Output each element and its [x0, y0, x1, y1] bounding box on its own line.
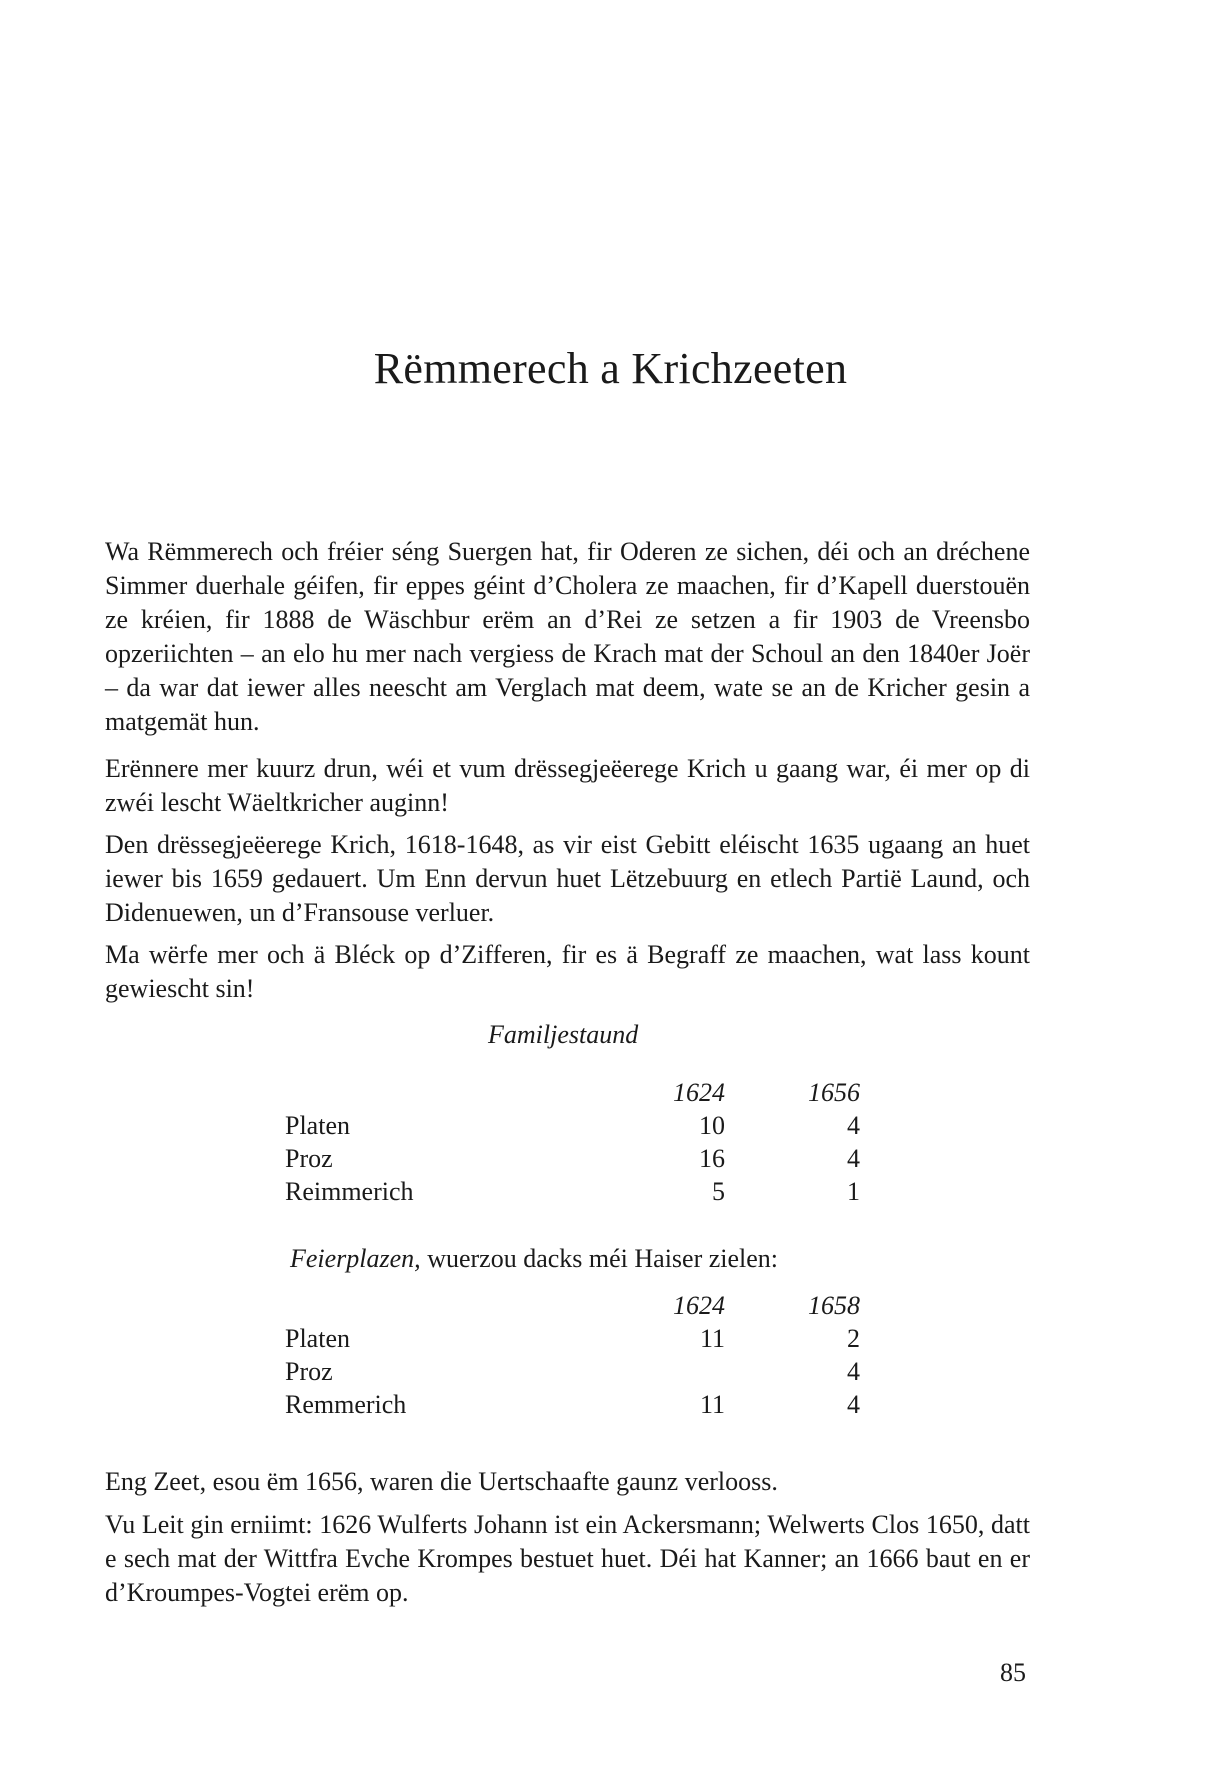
table2-caption-italic: Feierplazen,: [290, 1244, 421, 1273]
table2-caption: [290, 1242, 778, 1276]
table1-header-year-1: 1624: [673, 1078, 725, 1107]
page-number: 85: [1000, 1658, 1026, 1687]
table2-header-year-1: 1624: [673, 1291, 725, 1320]
table2-header-year-2: 1658: [808, 1291, 860, 1320]
table1-row-value-1: 10: [699, 1111, 725, 1140]
paragraph-intro: Wa Rëmmerech och fréier séng Suergen hat, fir Oderen ze sichen, déi och an dréchene Simmer duerhale géifen, fir eppes géint d’Cholera ze maachen, fir d’Kapell duerstouën ze kréien, fir 1888 de Wäschbur erëm an d’Rei ze setzen a fir 1903 de Vreensbo opzeriichten – an elo hu mer nach vergiess de Krach mat der Schoul an den 1840er Joër – da war dat iewer alles neescht am Verglach mat deem, wate se an de Kricher gesin a matgemät hun.: [105, 537, 1030, 736]
paragraph-thirty-years-war: Den drëssegjeëerege Krich, 1618-1648, as vir eist Gebitt eléischt 1635 ugaang an huet iewer bis 1659 gedauert. Um Enn dervun huet Lëtzebuurg en etlech Partië Laund, och Didenuewen, un d’Fransouse verluer.: [105, 830, 1030, 927]
table1-row-value-2: 4: [847, 1111, 860, 1140]
table1-row-name: Platen: [285, 1111, 350, 1140]
table2-row-value-1: 11: [699, 1390, 725, 1419]
table1-row-value-1: 5: [712, 1177, 725, 1206]
table1-header-year-2: 1656: [808, 1078, 860, 1107]
paragraph-abandoned: Eng Zeet, esou ëm 1656, waren die Uertschaafte gaunz verlooss.: [105, 1467, 778, 1496]
paragraph-reminder: Erënnere mer kuurz drun, wéi et vum drëssegjeëerege Krich u gaang war, éi mer op di zwéi lescht Wäeltkricher auginn!: [105, 754, 1030, 817]
table2-row-name: Platen: [285, 1324, 350, 1353]
table2-row-name: Remmerich: [285, 1390, 407, 1419]
table1-row-value-2: 1: [847, 1177, 860, 1206]
table2-row-value-2: 4: [847, 1390, 860, 1419]
table1-row-value-2: 4: [847, 1144, 860, 1173]
table1-row-name: Proz: [285, 1144, 333, 1173]
table2-row-name: Proz: [285, 1357, 333, 1386]
table1-row-name: Reimmerich: [285, 1177, 414, 1206]
table2-caption-text: wuerzou dacks méi Haiser zielen:: [420, 1244, 779, 1273]
table1-caption: Familjestaund: [488, 1020, 639, 1049]
page-title: Rëmmerech a Krichzeeten: [373, 344, 848, 393]
table2-row-value-2: 2: [847, 1324, 860, 1353]
table2-row-value-1: 11: [699, 1324, 725, 1353]
table2-row-value-2: 4: [847, 1357, 860, 1386]
table1-row-value-1: 16: [699, 1144, 725, 1173]
paragraph-people: Vu Leit gin erniimt: 1626 Wulferts Johann ist ein Ackersmann; Welwerts Clos 1650, datt e sech mat der Wittfra Evche Krompes bestuet huet. Déi hat Kanner; an 1666 baut en er d’Kroumpes-Vogtei erëm op.: [105, 1510, 1030, 1607]
paragraph-figures: Ma wërfe mer och ä Bléck op d’Zifferen, fir es ä Begraff ze maachen, wat lass kount gewiescht sin!: [105, 940, 1030, 1003]
